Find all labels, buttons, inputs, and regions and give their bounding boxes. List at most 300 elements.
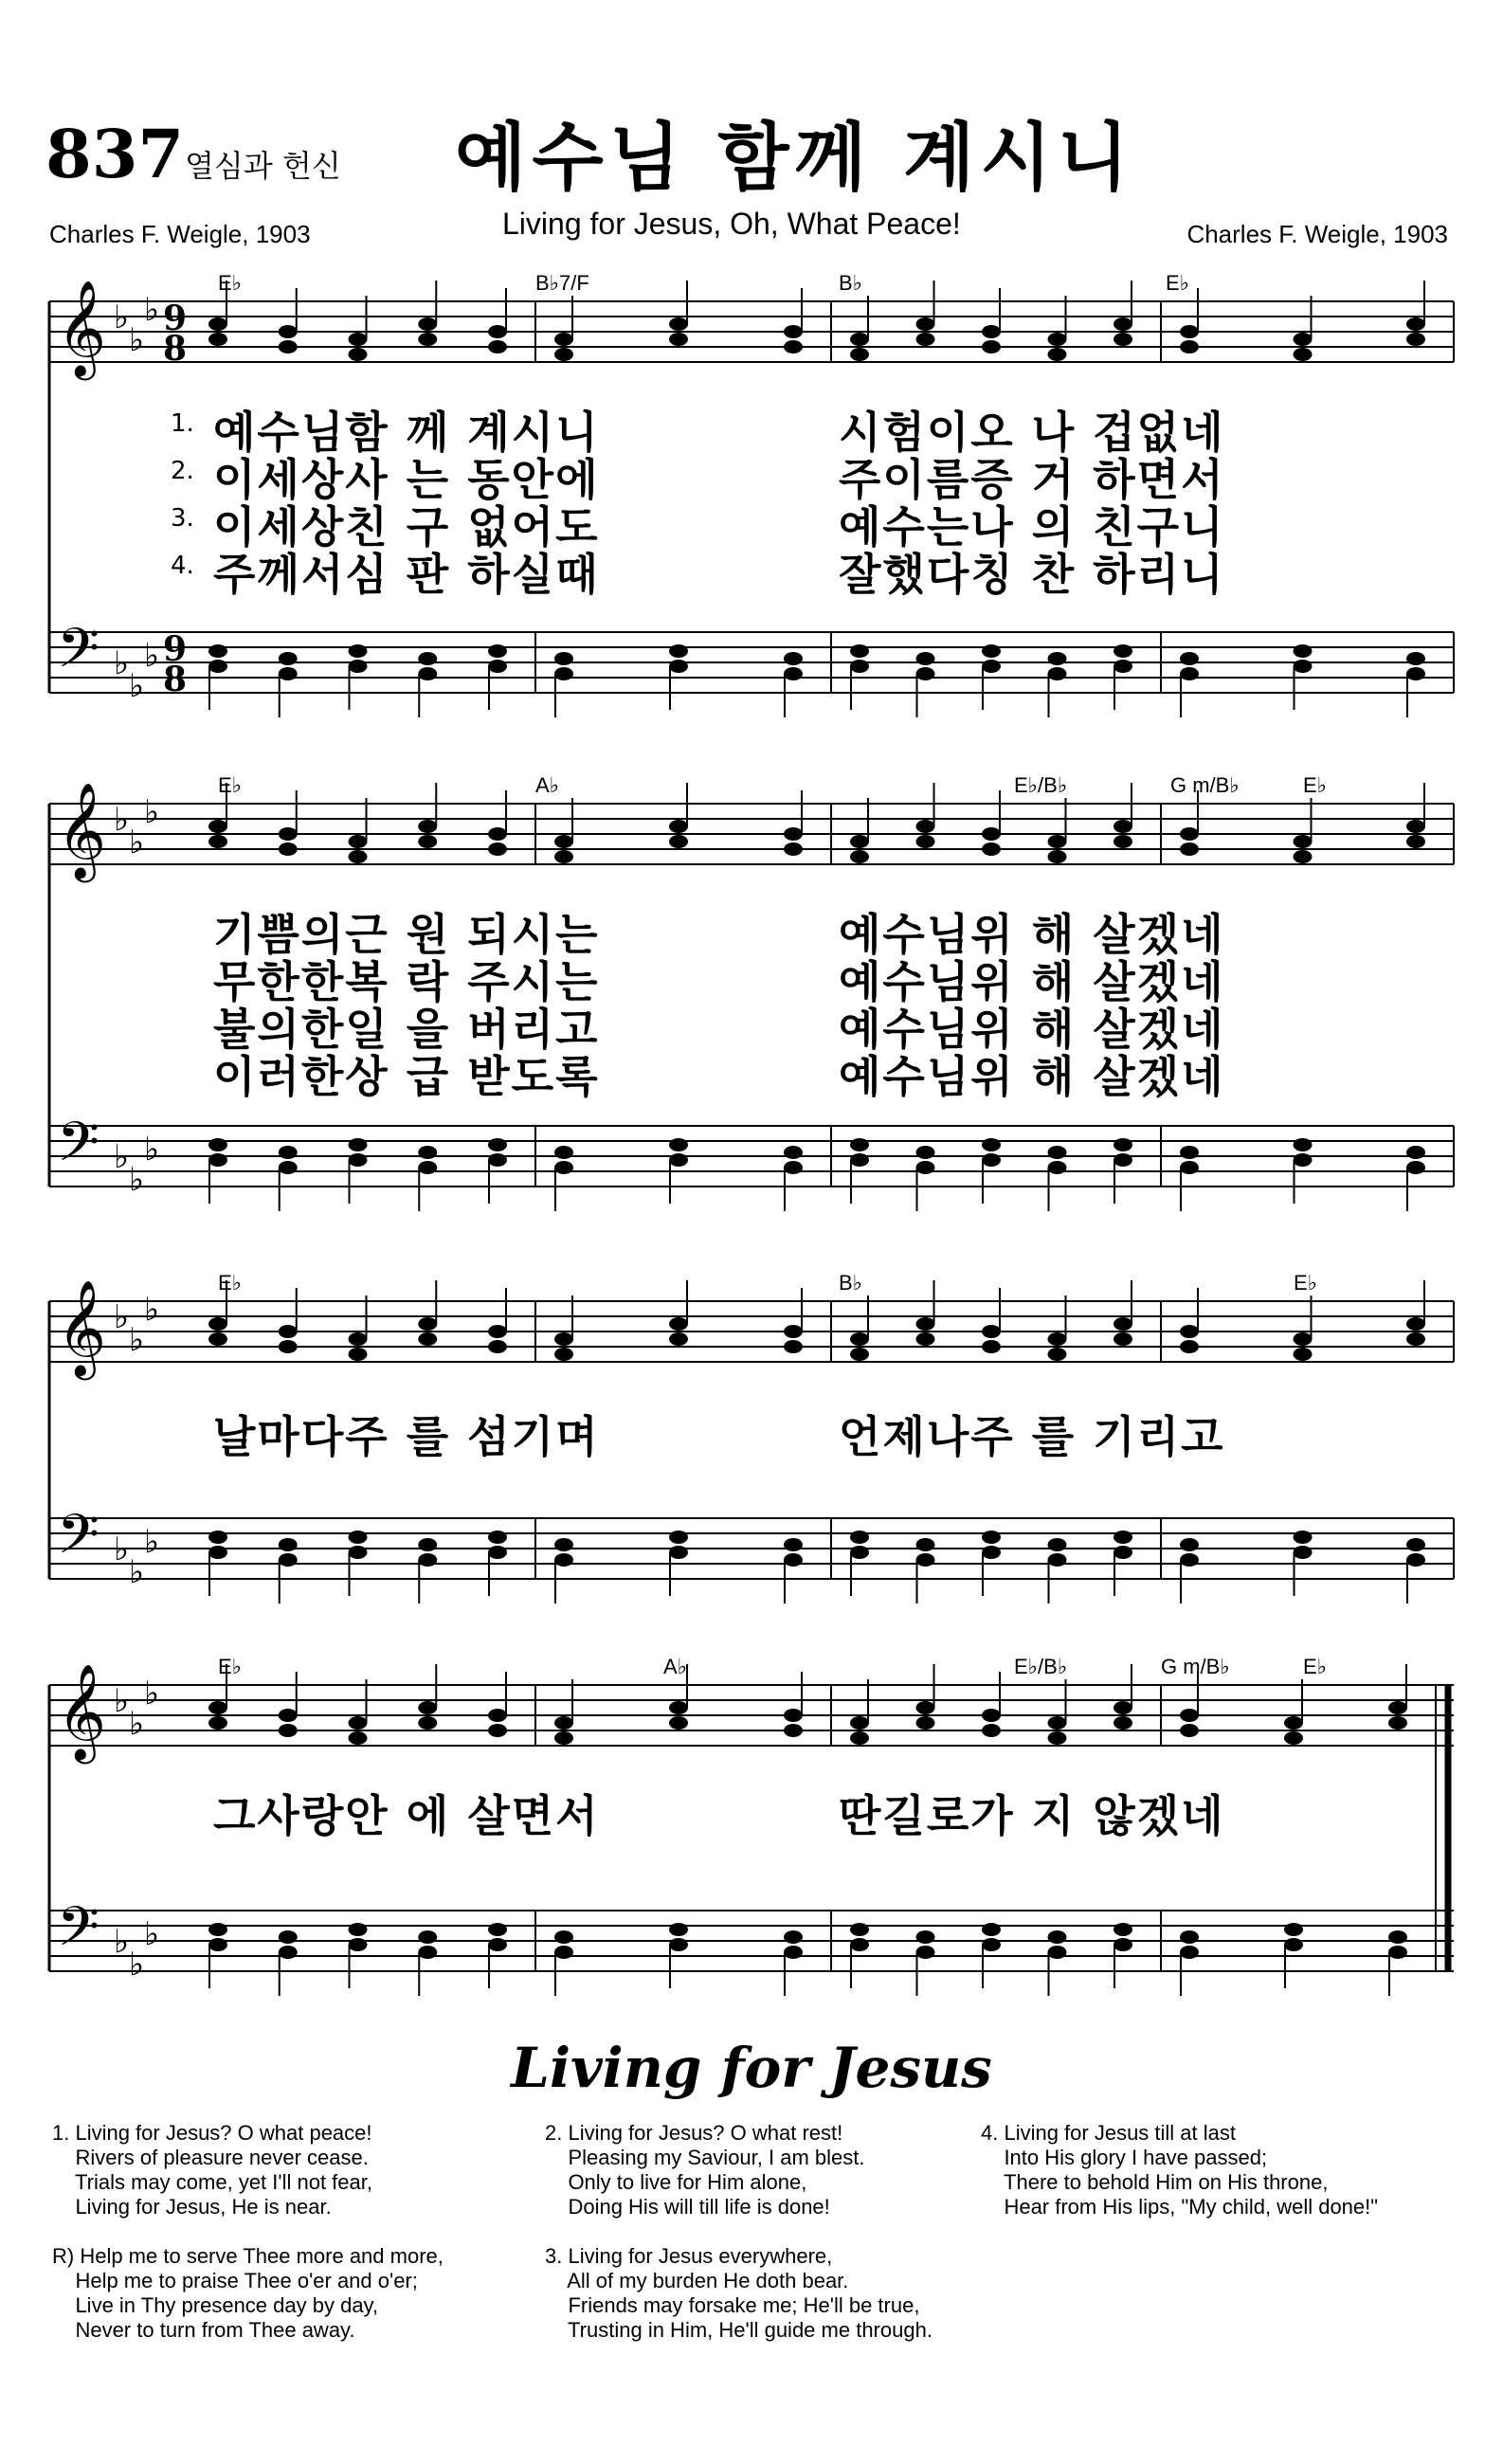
note-head: [669, 1138, 688, 1151]
note-head: [279, 1930, 298, 1944]
note-head: [916, 1553, 935, 1567]
note-head: [669, 644, 688, 658]
note-head: [1180, 1161, 1199, 1174]
chord-symbol: B♭: [839, 1271, 863, 1295]
note-head: [418, 1716, 437, 1730]
note-head: [279, 652, 298, 665]
key-flat-icon: ♭: [144, 1131, 160, 1169]
verse-number: 3.: [171, 504, 194, 533]
note-head: [488, 1709, 507, 1722]
bass-clef-icon: 𝄢: [57, 1110, 100, 1187]
note-head: [1406, 1538, 1425, 1551]
note-head: [349, 1716, 368, 1730]
note-head: [1048, 835, 1067, 848]
note-head: [1180, 652, 1199, 665]
key-flat-icon: ♭: [114, 644, 130, 682]
note-head: [1284, 1731, 1303, 1745]
note-head: [208, 1138, 227, 1151]
treble-clef-icon: 𝄞: [57, 1278, 107, 1376]
lyric-line-first-half: 이세상친 구 없어도: [213, 501, 600, 553]
note-head: [554, 1538, 573, 1551]
note-head: [488, 842, 507, 856]
lyric-line-second-half: 언제나주 를 기리고: [839, 1411, 1225, 1462]
note-head: [982, 842, 1001, 856]
note-head: [1048, 850, 1067, 863]
bass-clef-icon: 𝄢: [57, 1502, 100, 1580]
key-flat-icon: ♭: [114, 1923, 130, 1961]
note-head: [784, 1340, 803, 1353]
chord-symbol: E♭: [218, 1655, 243, 1678]
note-head: [916, 1538, 935, 1551]
key-flat-icon: ♭: [129, 1946, 145, 1984]
note-head: [418, 820, 437, 833]
time-signature-denominator: 8: [163, 660, 188, 699]
note-head: [554, 652, 573, 665]
key-flat-icon: ♭: [144, 1675, 160, 1712]
note-head: [208, 1546, 227, 1559]
note-head: [916, 1946, 935, 1959]
key-flat-icon: ♭: [114, 1298, 130, 1336]
note-head: [208, 1153, 227, 1167]
note-head: [208, 660, 227, 673]
note-head: [488, 340, 507, 353]
note-head: [1294, 835, 1313, 848]
note-head: [916, 1332, 935, 1346]
note-head: [1114, 1332, 1132, 1346]
note-head: [1114, 1153, 1132, 1167]
key-flat-icon: ♭: [144, 291, 160, 329]
note-head: [208, 333, 227, 346]
lyric-line-second-half: 예수님위 해 살겠네: [839, 1051, 1225, 1102]
note-head: [554, 667, 573, 680]
note-head: [1048, 1332, 1067, 1346]
note-head: [1294, 660, 1313, 673]
note-head: [1180, 1146, 1199, 1159]
note-head: [279, 1709, 298, 1722]
note-head: [418, 1161, 437, 1174]
lyric-line-second-half: 예수님위 해 살겠네: [839, 1004, 1225, 1055]
note-head: [669, 1546, 688, 1559]
note-head: [418, 1332, 437, 1346]
note-head: [669, 1923, 688, 1936]
english-title: Living for Jesus: [511, 2036, 992, 2100]
verse-number: 1.: [171, 409, 194, 438]
note-head: [208, 317, 227, 331]
note-head: [279, 325, 298, 338]
note-head: [1048, 1553, 1067, 1567]
note-head: [1048, 1731, 1067, 1745]
note-head: [916, 1716, 935, 1730]
note-head: [850, 1731, 869, 1745]
lyric-line-second-half: 예수는나 의 친구니: [839, 501, 1225, 553]
hymn-number: 837: [45, 115, 185, 193]
chord-symbol: A♭: [535, 773, 560, 797]
lyric-line-second-half: 예수님위 해 살겠네: [839, 909, 1225, 960]
lyric-line-second-half: 딴길로가 지 않겠네: [839, 1790, 1225, 1841]
note-head: [669, 820, 688, 833]
note-head: [916, 1701, 935, 1714]
note-head: [784, 1946, 803, 1959]
note-head: [208, 835, 227, 848]
note-head: [349, 333, 368, 346]
key-flat-icon: ♭: [144, 793, 160, 831]
note-head: [279, 1146, 298, 1159]
note-head: [554, 1553, 573, 1567]
note-head: [349, 644, 368, 658]
note-head: [850, 1348, 869, 1361]
note-head: [488, 1325, 507, 1338]
note-head: [1180, 1724, 1199, 1737]
note-head: [982, 1138, 1001, 1151]
note-head: [916, 820, 935, 833]
note-head: [279, 667, 298, 680]
note-head: [982, 325, 1001, 338]
note-head: [850, 1138, 869, 1151]
note-head: [1180, 1709, 1199, 1722]
note-head: [669, 317, 688, 331]
chord-symbol: E♭: [1294, 1271, 1318, 1295]
note-head: [1114, 820, 1132, 833]
note-head: [784, 827, 803, 841]
note-head: [208, 1531, 227, 1544]
note-head: [1406, 652, 1425, 665]
note-head: [349, 1938, 368, 1951]
chord-symbol: E♭: [1303, 1655, 1328, 1678]
note-head: [1180, 667, 1199, 680]
note-head: [208, 1716, 227, 1730]
lyric-line-second-half: 예수님위 해 살겠네: [839, 956, 1225, 1007]
note-head: [554, 1332, 573, 1346]
note-head: [1114, 317, 1132, 331]
english-stanzas-col1: 1. Living for Jesus? O what peace! Rivers of pleasure never cease. Trials may come, yet I'll not fear, Living for Jesus, He is near. R) Help me to serve Thee more and more, Help me to praise Thee o'er and o'er; Live in Thy presence day by day, Never to turn from Thee away.: [52, 2121, 444, 2342]
note-head: [1048, 1946, 1067, 1959]
note-head: [982, 1531, 1001, 1544]
note-head: [784, 1146, 803, 1159]
treble-clef-icon: 𝄞: [57, 781, 107, 879]
note-head: [669, 1332, 688, 1346]
note-head: [1114, 1923, 1132, 1936]
note-head: [418, 1553, 437, 1567]
note-head: [349, 660, 368, 673]
note-head: [554, 1946, 573, 1959]
note-head: [1048, 1146, 1067, 1159]
note-head: [1406, 1161, 1425, 1174]
note-head: [279, 842, 298, 856]
note-head: [418, 333, 437, 346]
key-flat-icon: ♭: [114, 801, 130, 839]
note-head: [850, 850, 869, 863]
note-head: [1048, 1161, 1067, 1174]
note-head: [488, 660, 507, 673]
chord-symbol: E♭: [218, 773, 243, 797]
lyric-line-first-half: 예수님함 께 계시니: [213, 407, 600, 458]
note-head: [1114, 1546, 1132, 1559]
note-head: [349, 348, 368, 361]
note-head: [554, 1716, 573, 1730]
key-flat-icon: ♭: [114, 1138, 130, 1176]
note-head: [850, 348, 869, 361]
note-head: [1048, 1538, 1067, 1551]
note-head: [1284, 1923, 1303, 1936]
treble-clef-icon: 𝄞: [57, 279, 107, 376]
note-head: [1294, 1531, 1313, 1544]
note-head: [1048, 348, 1067, 361]
note-head: [488, 325, 507, 338]
verse-number: 4.: [171, 552, 194, 580]
note-head: [1180, 842, 1199, 856]
note-head: [784, 842, 803, 856]
note-head: [554, 1146, 573, 1159]
note-head: [208, 1317, 227, 1331]
note-head: [1294, 644, 1313, 658]
chord-symbol: B♭: [839, 271, 863, 295]
note-head: [850, 660, 869, 673]
note-head: [850, 1546, 869, 1559]
note-head: [554, 1731, 573, 1745]
key-flat-icon: ♭: [114, 1531, 130, 1568]
composer-credit: Charles F. Weigle, 1903: [49, 220, 311, 248]
note-head: [1180, 325, 1199, 338]
lyric-line-first-half: 무한한복 락 주시는: [213, 956, 600, 1007]
note-head: [554, 1930, 573, 1944]
key-flat-icon: ♭: [129, 1161, 145, 1199]
note-head: [279, 1161, 298, 1174]
note-head: [982, 827, 1001, 841]
note-head: [916, 333, 935, 346]
note-head: [1048, 1348, 1067, 1361]
note-head: [1406, 1553, 1425, 1567]
note-head: [669, 1153, 688, 1167]
note-head: [488, 827, 507, 841]
note-head: [279, 1325, 298, 1338]
hymn-title-korean: 예수님 함께 계시니: [455, 116, 1135, 201]
note-head: [418, 835, 437, 848]
note-head: [784, 1930, 803, 1944]
note-head: [208, 820, 227, 833]
key-flat-icon: ♭: [129, 1553, 145, 1591]
note-head: [208, 1332, 227, 1346]
note-head: [916, 835, 935, 848]
note-head: [916, 1161, 935, 1174]
note-head: [850, 644, 869, 658]
note-head: [850, 1531, 869, 1544]
chord-symbol: A♭: [663, 1655, 688, 1678]
note-head: [1406, 317, 1425, 331]
note-head: [349, 1153, 368, 1167]
note-head: [554, 348, 573, 361]
key-flat-icon: ♭: [129, 1321, 145, 1359]
note-head: [982, 660, 1001, 673]
lyric-line-first-half: 이러한상 급 받도록: [213, 1051, 600, 1102]
bass-clef-icon: 𝄢: [57, 616, 100, 694]
note-head: [488, 1138, 507, 1151]
note-head: [349, 850, 368, 863]
note-head: [418, 652, 437, 665]
note-head: [982, 340, 1001, 353]
note-head: [784, 1709, 803, 1722]
note-head: [916, 652, 935, 665]
note-head: [916, 1317, 935, 1331]
note-head: [349, 1348, 368, 1361]
chord-symbol: G m/B♭: [1161, 1655, 1230, 1678]
key-flat-icon: ♭: [129, 321, 145, 359]
note-head: [418, 1317, 437, 1331]
time-signature-numerator: 9: [163, 299, 188, 338]
chord-symbol: E♭: [218, 271, 243, 295]
note-head: [418, 1538, 437, 1551]
note-head: [1180, 1930, 1199, 1944]
note-head: [669, 333, 688, 346]
note-head: [669, 1701, 688, 1714]
note-head: [554, 1348, 573, 1361]
note-head: [1406, 1332, 1425, 1346]
note-head: [554, 850, 573, 863]
hymn-category: 열심과 헌신: [185, 148, 341, 184]
chord-symbol: B♭7/F: [535, 271, 589, 295]
note-head: [850, 1716, 869, 1730]
note-head: [784, 667, 803, 680]
note-head: [1180, 1553, 1199, 1567]
note-head: [1180, 340, 1199, 353]
note-head: [279, 1538, 298, 1551]
note-head: [1180, 1340, 1199, 1353]
note-head: [488, 1938, 507, 1951]
note-head: [554, 1161, 573, 1174]
note-head: [208, 644, 227, 658]
note-head: [488, 1724, 507, 1737]
note-head: [208, 1701, 227, 1714]
note-head: [554, 835, 573, 848]
note-head: [418, 1946, 437, 1959]
note-head: [669, 660, 688, 673]
note-head: [669, 835, 688, 848]
key-flat-icon: ♭: [129, 1705, 145, 1743]
author-credit: Charles F. Weigle, 1903: [1186, 220, 1448, 248]
lyric-line-first-half: 날마다주 를 섬기며: [213, 1411, 600, 1462]
note-head: [916, 667, 935, 680]
note-head: [1406, 667, 1425, 680]
note-head: [418, 667, 437, 680]
english-stanzas-col2: 2. Living for Jesus? O what rest! Pleasing my Saviour, I am blest. Only to live for Him alone, Doing His will till life is done! 3. Living for Jesus everywhere, All of my burden He doth bear. Friends may forsake me; He'll be true, Trusting in Him, He'll guide me through.: [545, 2121, 933, 2342]
note-head: [850, 1153, 869, 1167]
note-head: [279, 1946, 298, 1959]
lyric-line-first-half: 그사랑안 에 살면서: [213, 1790, 600, 1841]
lyric-line-first-half: 불의한일 을 버리고: [213, 1004, 600, 1055]
note-head: [1294, 850, 1313, 863]
note-head: [1180, 827, 1199, 841]
note-head: [1388, 1701, 1407, 1714]
note-head: [1406, 820, 1425, 833]
chord-symbol: G m/B♭: [1170, 773, 1240, 797]
note-head: [418, 1146, 437, 1159]
note-head: [1114, 1716, 1132, 1730]
chord-symbol: E♭: [218, 1271, 243, 1295]
note-head: [784, 652, 803, 665]
note-head: [1114, 660, 1132, 673]
key-flat-icon: ♭: [114, 1682, 130, 1720]
lyric-line-second-half: 주이름증 거 하면서: [839, 454, 1225, 505]
note-head: [349, 1332, 368, 1346]
lyric-line-second-half: 잘했다칭 찬 하리니: [839, 549, 1225, 600]
note-head: [1294, 333, 1313, 346]
note-head: [1294, 1546, 1313, 1559]
lyric-line-first-half: 기쁨의근 원 되시는: [213, 909, 600, 960]
english-stanzas-col3: 4. Living for Jesus till at last Into His glory I have passed; There to behold Him on His throne, Hear from His lips, "My child, well done!": [981, 2121, 1379, 2219]
hymn-title-english: Living for Jesus, Oh, What Peace!: [502, 207, 961, 241]
note-head: [784, 1161, 803, 1174]
note-head: [784, 1325, 803, 1338]
note-head: [488, 1340, 507, 1353]
note-head: [418, 317, 437, 331]
note-head: [1114, 333, 1132, 346]
note-head: [982, 1325, 1001, 1338]
note-head: [669, 1531, 688, 1544]
note-head: [349, 1138, 368, 1151]
note-head: [916, 317, 935, 331]
note-head: [1048, 1930, 1067, 1944]
note-head: [1294, 348, 1313, 361]
note-head: [1294, 1332, 1313, 1346]
chord-symbol: E♭/B♭: [1014, 1655, 1068, 1678]
note-head: [1114, 1938, 1132, 1951]
key-flat-icon: ♭: [129, 824, 145, 861]
note-head: [1048, 1716, 1067, 1730]
note-head: [488, 1923, 507, 1936]
note-head: [1406, 835, 1425, 848]
chord-symbol: E♭: [1166, 271, 1190, 295]
note-head: [279, 1340, 298, 1353]
note-head: [488, 644, 507, 658]
note-head: [850, 333, 869, 346]
note-head: [279, 340, 298, 353]
note-head: [488, 1531, 507, 1544]
note-head: [1114, 1531, 1132, 1544]
note-head: [1048, 667, 1067, 680]
time-signature-numerator: 9: [163, 629, 188, 669]
note-head: [850, 1332, 869, 1346]
note-head: [982, 1546, 1001, 1559]
note-head: [1284, 1938, 1303, 1951]
key-flat-icon: ♭: [144, 1291, 160, 1329]
note-head: [554, 333, 573, 346]
note-head: [488, 1153, 507, 1167]
chord-symbol: E♭/B♭: [1014, 773, 1068, 797]
note-head: [982, 1153, 1001, 1167]
note-head: [1114, 1317, 1132, 1331]
key-flat-icon: ♭: [144, 1523, 160, 1561]
note-head: [784, 340, 803, 353]
note-head: [1406, 1317, 1425, 1331]
note-head: [982, 1340, 1001, 1353]
note-head: [1294, 1348, 1313, 1361]
note-head: [1388, 1930, 1407, 1944]
note-head: [1048, 652, 1067, 665]
bass-clef-icon: 𝄢: [57, 1894, 100, 1972]
note-head: [418, 1930, 437, 1944]
note-head: [1406, 333, 1425, 346]
note-head: [1180, 1325, 1199, 1338]
note-head: [488, 1546, 507, 1559]
note-head: [1114, 1701, 1132, 1714]
chord-symbol: E♭: [1303, 773, 1328, 797]
note-head: [982, 1923, 1001, 1936]
note-head: [208, 1938, 227, 1951]
key-flat-icon: ♭: [144, 637, 160, 675]
note-head: [784, 1553, 803, 1567]
lyric-line-first-half: 이세상사 는 동안에: [213, 454, 600, 505]
note-head: [669, 1317, 688, 1331]
note-head: [1180, 1538, 1199, 1551]
